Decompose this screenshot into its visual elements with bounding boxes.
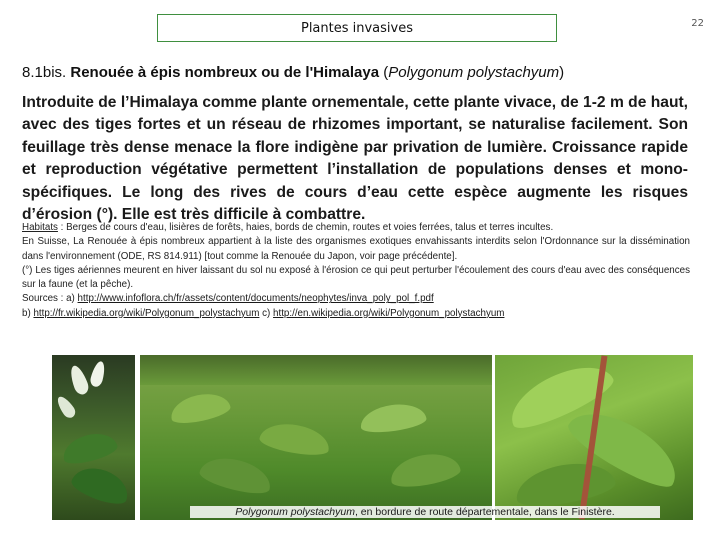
species-common-name: Renouée à épis nombreux ou de l'Himalaya <box>70 64 380 81</box>
sources-note <box>22 292 690 306</box>
leaf-shape <box>258 419 332 459</box>
page-number: 22 <box>691 18 704 29</box>
source-c-link[interactable]: http://en.wikipedia.org/wiki/Polygonum_polystachyum <box>273 307 505 319</box>
notes-block <box>22 221 690 321</box>
switzerland-note: En Suisse, La Renouée à épis nombreux appartient à la liste des organismes exotiques envahissants interdits selon l'Ordonnance sur la dissémination dans l'environnement (ODE, RS 814.911) [tout comme la Renouée du Japon, voir page précédente]. <box>22 236 690 262</box>
header-title-box <box>157 14 557 42</box>
section-number: 8.1bis. <box>22 64 71 81</box>
source-b-link[interactable]: http://fr.wikipedia.org/wiki/Polygonum_polystachyum <box>33 307 260 319</box>
habitats-text: : Berges de cours d'eau, lisières de forêts, haies, bords de chemin, routes et voies ferrées, talus et terres incultes. <box>57 222 554 233</box>
leaves-closeup-photo <box>495 355 693 520</box>
header-title: Plantes invasives <box>300 20 414 36</box>
caption-latin: Polygonum polystachyum <box>235 506 355 518</box>
leaf-shape <box>168 389 232 427</box>
latin-open: ( <box>379 64 389 81</box>
source-a-link[interactable]: http://www.infoflora.ch/fr/assets/content/documents/neophytes/inva_poly_pol_f.pdf <box>77 293 434 305</box>
sources-label: Sources : a) <box>22 293 78 305</box>
latin-close: ) <box>559 64 565 81</box>
leaf-shape <box>69 461 134 509</box>
flower-spike-shape <box>89 360 107 388</box>
species-latin-name: Polygonum polystachyum <box>388 64 560 81</box>
flower-spike-shape <box>54 394 78 421</box>
sources-note-2 <box>22 307 690 321</box>
habitats-label: Habitats <box>22 222 58 233</box>
photo-caption <box>190 506 660 518</box>
roadside-photo <box>140 355 492 520</box>
source-b-label: b) <box>22 307 34 319</box>
flower-spike-photo <box>52 355 135 520</box>
intro-paragraph: Introduite de l’Himalaya comme plante ornementale, cette plante vivace, de 1-2 m de haut, avec des tiges fortes et un réseau de rhizomes important, se naturalise facilement. Son feuillage très dense menace la flore indigène par privation de lumière. Croissance rapide et reproduction végétative permettent l’installation de populations denses et mono-spécifiques. Le long des rives de cours d’eau cette espèce augmente les risques d’érosion (°). Elle est très difficile à combattre. <box>22 94 688 224</box>
leaf-shape <box>388 449 462 491</box>
background-vegetation <box>140 355 492 385</box>
leaf-shape <box>60 428 120 467</box>
leaf-shape <box>359 401 428 436</box>
leaf-shape <box>197 452 274 499</box>
caption-text: , en bordure de route départementale, dans le Finistère. <box>354 506 615 518</box>
source-c-label: c) <box>259 307 274 319</box>
leaf-shape <box>512 457 617 512</box>
habitats-note <box>22 221 690 235</box>
flower-spike-shape <box>67 364 90 397</box>
erosion-note: (°) Les tiges aériennes meurent en hiver laissant du sol nu exposé à l'érosion ce qui peut perturber l'écoulement des cours d'eau avec des conséquences sur la faune (et la pêche). <box>22 264 690 291</box>
species-title <box>22 64 702 81</box>
